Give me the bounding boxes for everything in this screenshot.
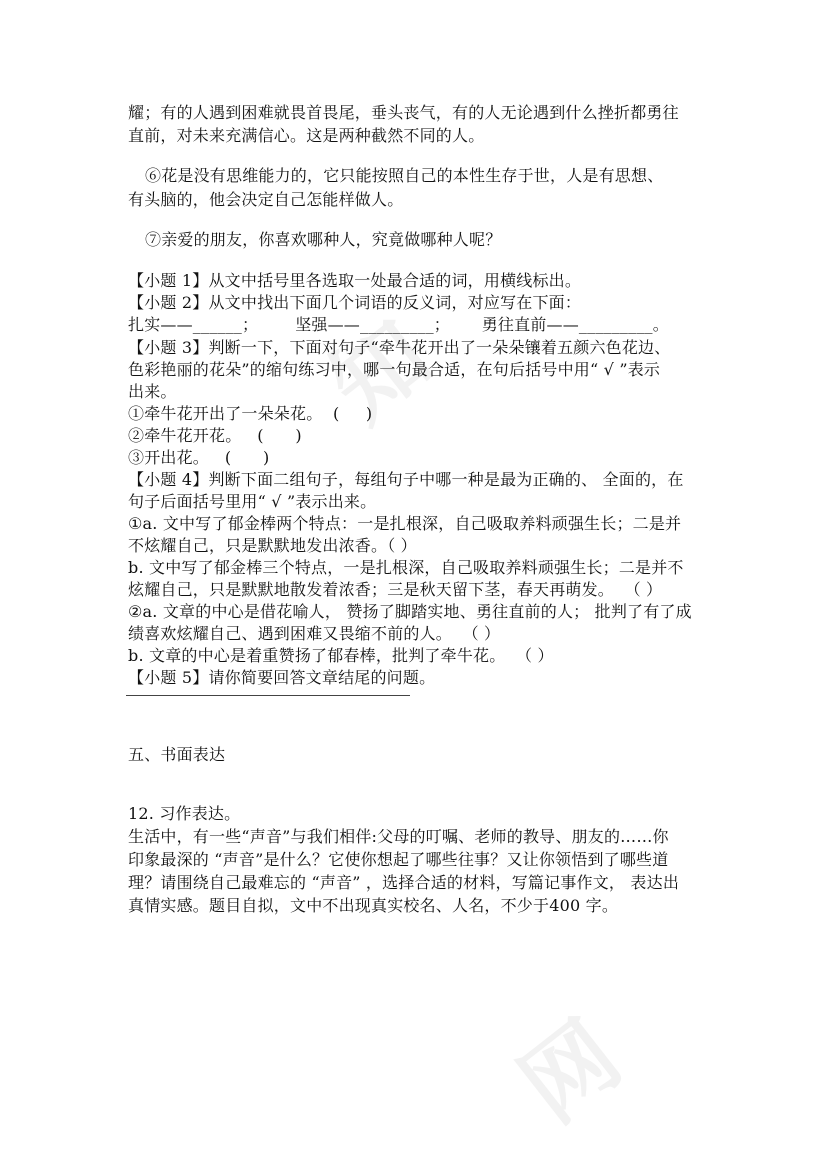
writing-prompt-line: 理？请围绕自己最难忘的 “声音” ，选择合适的材料，写篇记事作文， 表达出 xyxy=(128,873,680,892)
watermark: 知 xyxy=(311,301,450,443)
question-4-option: b. 文章的中心是着重赞扬了郁春棒，批判了牵牛花。 （ ） xyxy=(128,646,554,665)
question-3: 【小题 3】判断一下，下面对句子“牵牛花开出了一朵朵镶着五颜六色花边、 xyxy=(128,338,671,357)
watermark: 网 xyxy=(501,1001,640,1143)
section-heading: 五、书面表达 xyxy=(128,745,226,764)
question-4-option: b. 文中写了郁金棒三个特点，一是扎根深，自己吸取养料顽强生长；二是并不 xyxy=(128,558,684,577)
question-4-option: 不炫耀自己，只是默默地发出浓香。（ ） xyxy=(128,536,417,555)
question-4-option: ①a. 文中写了郁金棒两个特点：一是扎根深，自己吸取养料顽强生长；二是并 xyxy=(128,514,682,533)
question-1: 【小题 1】从文中括号里各选取一处最合适的词，用横线标出。 xyxy=(128,271,582,290)
question-3-option: ③开出花。 ( ) xyxy=(128,448,270,467)
question-2-blanks: 扎实——______； 坚强——_________； 勇往直前——_________。 xyxy=(128,315,669,334)
answer-line xyxy=(126,695,410,696)
paragraph-7: ⑦亲爱的朋友，你喜欢哪种人，究竟做哪种人呢？ xyxy=(145,230,502,249)
paragraph-6-line: 有头脑的，他会决定自己怎能样做人。 xyxy=(128,190,404,209)
question-2: 【小题 2】从文中找出下面几个词语的反义词，对应写在下面： xyxy=(128,293,582,312)
question-4-option: 绩喜欢炫耀自己、遇到困难又畏缩不前的人。 （ ） xyxy=(128,624,501,643)
writing-prompt-line: 真情实感。题目自拟，文中不出现真实校名、人名，不少于400 字。 xyxy=(128,896,619,915)
question-3-option: ②牵牛花开花。 ( ) xyxy=(128,426,302,445)
question-4-option: 炫耀自己，只是默默地散发着浓香；三是秋天留下茎，春天再萌发。 （ ） xyxy=(128,580,663,599)
writing-prompt-line: 生活中，有一些“声音”与我们相伴:父母的叮嘱、老师的教导、朋友的……你 xyxy=(128,827,669,846)
question-5: 【小题 5】请你简要回答文章结尾的问题。 xyxy=(128,668,436,687)
question-3: 出来。 xyxy=(128,382,177,401)
question-3-option: ①牵牛花开出了一朵朵花。 ( ) xyxy=(128,404,373,423)
passage-line: 耀；有的人遇到困难就畏首畏尾，垂头丧气，有的人无论遇到什么挫折都勇往 xyxy=(128,103,679,122)
question-12-title: 12. 习作表达。 xyxy=(128,804,241,823)
writing-prompt-line: 印象最深的 “声音”是什么？它使你想起了哪些往事？又让你领悟到了哪些道 xyxy=(128,850,669,869)
question-4: 【小题 4】判断下面二组句子，每组句子中哪一种是最为正确的、 全面的，在 xyxy=(128,470,684,489)
question-4: 句子后面括号里用“ √ ”表示出来。 xyxy=(128,492,377,511)
paragraph-6-line: ⑥花是没有思维能力的，它只能按照自己的本性生存于世，人是有思想、 xyxy=(145,166,664,185)
passage-line: 直前，对未来充满信心。这是两种截然不同的人。 xyxy=(128,126,485,145)
question-3: 色彩艳丽的花朵”的缩句练习中，哪一句最合适，在句后括号中用“ √ ”表示 xyxy=(128,360,661,379)
question-4-option: ②a. 文章的中心是借花喻人， 赞扬了脚踏实地、勇往直前的人； 批判了有了成 xyxy=(128,602,692,621)
